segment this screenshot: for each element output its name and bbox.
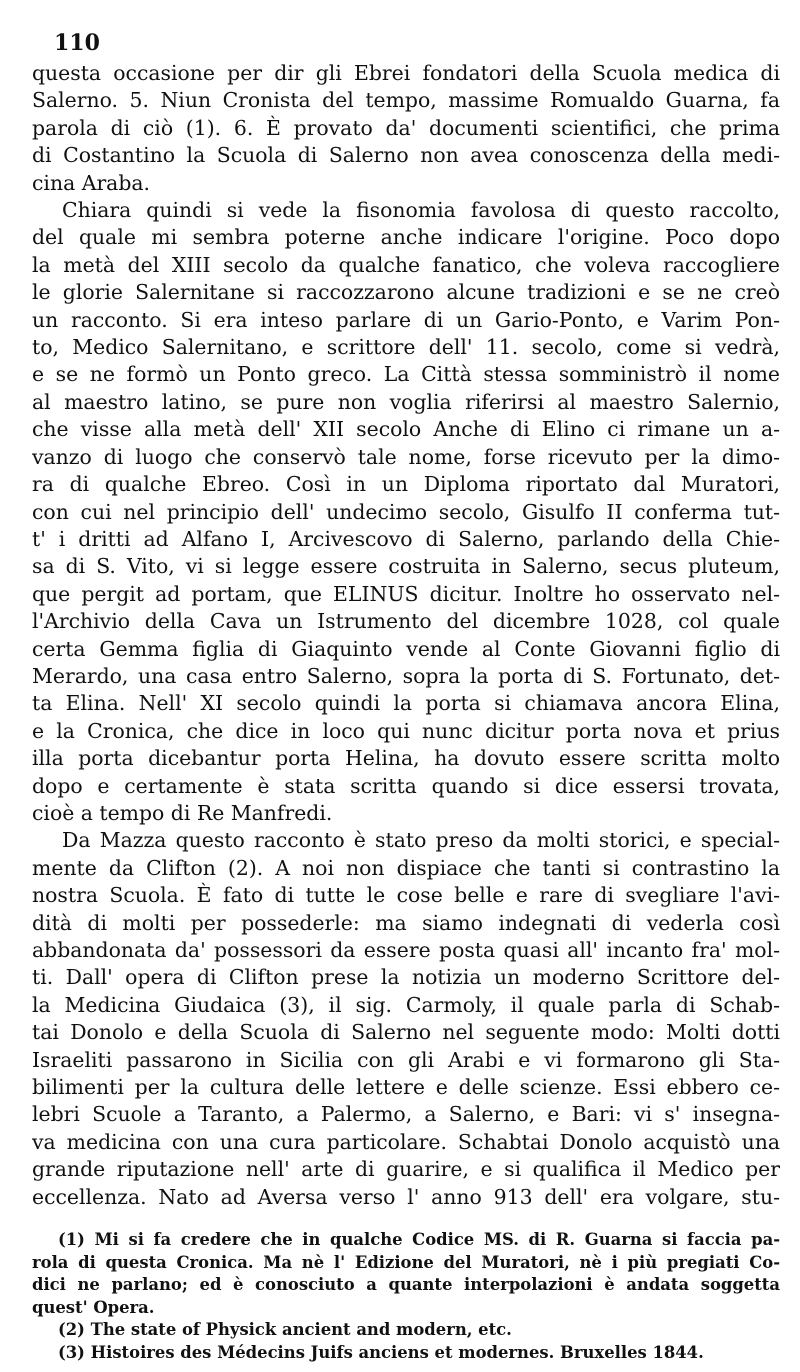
text-line: sa di S. Vito, vi si legge essere costruita in Salerno, secus pluteum, [32, 554, 780, 579]
text-line: dopo e certamente è stata scritta quando si dice essersi trovata, [32, 773, 780, 798]
footnote-1 [32, 1229, 780, 1319]
text-line: che visse alla metà dell' XII secolo Anche di Elino ci rimane un a- [32, 417, 780, 442]
text-line: grande riputazione nell' arte di guarire, e si qualifica il Medico per [32, 1157, 780, 1182]
footnote-line: rola di questa Cronica. Ma nè l' Edizione del Muratori, nè i più pregiati Co- [32, 1252, 780, 1272]
footnote-line: quest' Opera. [32, 1297, 155, 1317]
text-line: lebri Scuole a Taranto, a Palermo, a Salerno, e Bari: vi s' insegna- [32, 1102, 780, 1127]
text-line: bilimenti per la cultura delle lettere e delle scienze. Essi ebbero ce- [32, 1075, 780, 1100]
page-number: 110 [54, 30, 100, 56]
text-line: Chiara quindi si vede la fisonomia favolosa di questo raccolto, [62, 198, 780, 223]
text-line: le glorie Salernitane si raccozzarono alcune tradizioni e se ne creò [32, 280, 780, 305]
text-line: dità di molti per possederle: ma siamo indegnati di vederla così [32, 910, 780, 935]
footnote-3 [32, 1342, 780, 1365]
text-line: to, Medico Salernitano, e scrittore dell' 11. secolo, come si vedrà, [32, 335, 780, 360]
text-line: ra di qualche Ebreo. Così in un Diploma riportato dal Muratori, [32, 472, 780, 497]
text-line: Da Mazza questo racconto è stato preso da molti storici, e special- [62, 828, 780, 853]
paragraph-1 [32, 60, 780, 197]
text-line: mente da Clifton (2). A noi non dispiace che tanti si contrastino la [32, 855, 780, 880]
text-line: vanzo di luogo che conservò tale nome, forse ricevuto per la dimo- [32, 444, 780, 469]
footnote-line: (3) Histoires des Médecins Juifs anciens et modernes. Bruxelles 1844. [58, 1342, 704, 1362]
text-line: certa Gemma figlia di Giaquinto vende al Conte Giovanni figlio di [32, 636, 780, 661]
text-line: questa occasione per dir gli Ebrei fondatori della Scuola medica di [32, 61, 780, 85]
text-line: que pergit ad portam, que ELINUS dicitur. Inoltre ho osservato nel- [32, 581, 780, 606]
text-line: tai Donolo e della Scuola di Salerno nel seguente modo: Molti dotti [32, 1020, 780, 1045]
text-line: l'Archivio della Cava un Istrumento del dicembre 1028, col quale [32, 609, 780, 634]
text-line: Salerno. 5. Niun Cronista del tempo, massime Romualdo Guarna, fa [32, 88, 780, 113]
text-line: e la Cronica, che dice in loco qui nunc dicitur porta nova et prius [32, 718, 780, 743]
text-line: di Costantino la Scuola di Salerno non avea conoscenza della medi- [32, 143, 780, 168]
text-line: Merardo, una casa entro Salerno, sopra la porta di S. Fortunato, det- [32, 663, 780, 688]
text-line: parola di ciò (1). 6. È provato da' documenti scientifici, che prima [32, 115, 780, 140]
text-line: un racconto. Si era inteso parlare di un Gario-Ponto, e Varim Pon- [32, 307, 780, 332]
body-text [32, 60, 780, 1211]
text-line: ti. Dall' opera di Clifton prese la notizia un moderno Scrittore del- [32, 965, 780, 990]
text-line: illa porta dicebantur porta Helina, ha dovuto essere scritta molto [32, 746, 780, 771]
text-line: la Medicina Giudaica (3), il sig. Carmoly, il quale parla di Schab- [32, 992, 780, 1017]
footnote-line: dici ne parlano; ed è conosciuto a quante interpolazioni è andata soggetta [32, 1275, 780, 1295]
text-line: va medicina con una cura particolare. Schabtai Donolo acquistò una [32, 1129, 780, 1154]
text-line: Israeliti passarono in Sicilia con gli Arabi e vi formarono gli Sta- [32, 1047, 780, 1072]
paragraph-3 [32, 827, 780, 1211]
text-line: cioè a tempo di Re Manfredi. [32, 800, 333, 825]
text-line: cina Araba. [32, 170, 151, 195]
paragraph-2 [32, 197, 780, 827]
text-line: abbandonata da' possessori da essere posta quasi all' incanto fra' mol- [32, 938, 780, 962]
text-line: t' i dritti ad Alfano I, Arcivescovo di Salerno, parlando della Chie- [32, 526, 780, 551]
text-line: ta Elina. Nell' XI secolo quindi la porta si chiamava ancora Elina, [32, 691, 780, 716]
footnote-line: (2) The state of Physick ancient and modern, etc. [58, 1320, 512, 1340]
text-line: del quale mi sembra poterne anche indicare l'origine. Poco dopo [32, 225, 780, 250]
text-line: la metà del XIII secolo da qualche fanatico, che voleva raccogliere [32, 252, 780, 277]
text-line: con cui nel principio dell' undecimo secolo, Gisulfo II conferma tut- [32, 499, 780, 524]
text-line: eccellenza. Nato ad Aversa verso l' anno 913 dell' era volgare, stu- [32, 1184, 780, 1209]
footnotes [32, 1229, 780, 1364]
text-line: nostra Scuola. È fato di tutte le cose belle e rare di svegliare l'avi- [32, 883, 780, 908]
text-line: e se ne formò un Ponto greco. La Città stessa somministrò il nome [32, 362, 780, 387]
text-line: al maestro latino, se pure non voglia riferirsi al maestro Salernio, [32, 389, 780, 414]
footnote-2 [32, 1319, 780, 1342]
footnote-line: (1) Mi si fa credere che in qualche Codice MS. di R. Guarna si faccia pa- [58, 1230, 780, 1250]
